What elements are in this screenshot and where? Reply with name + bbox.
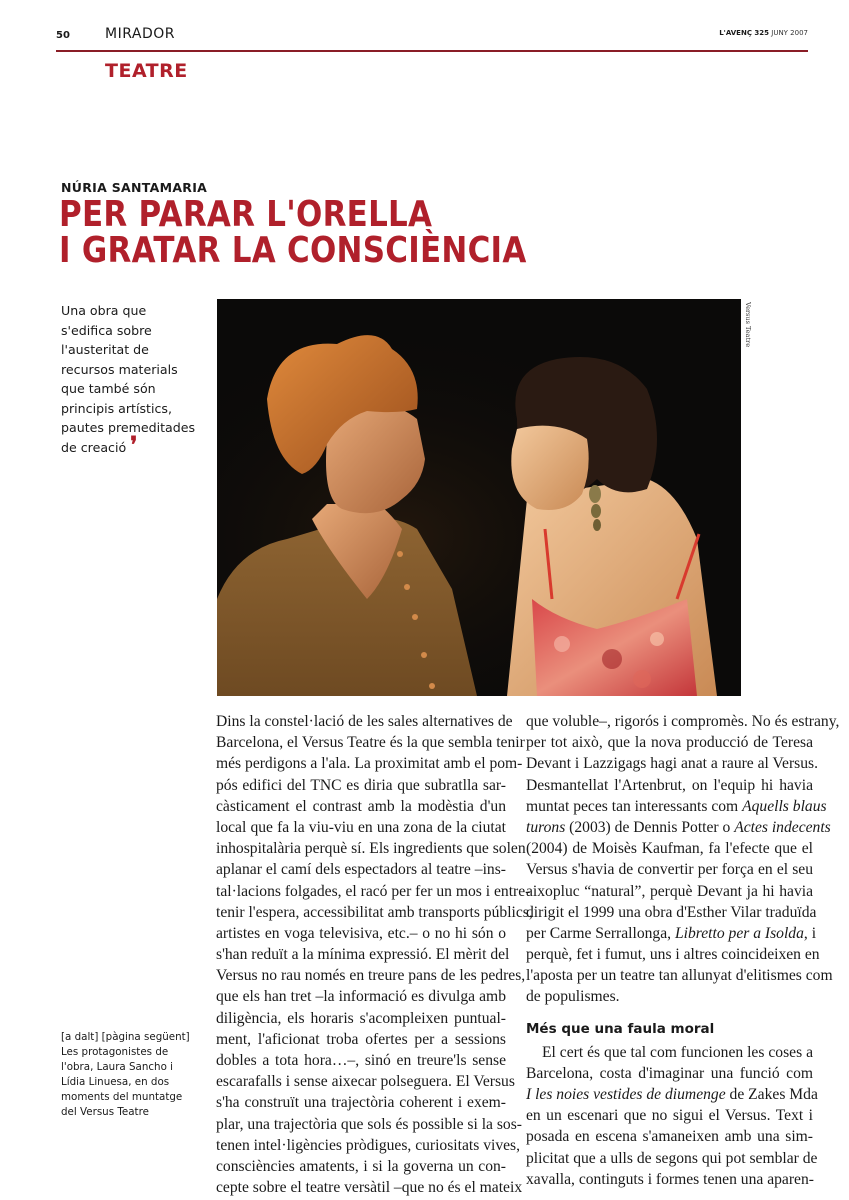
text-line: xavalla, continguts i formes tenen una aparen- (526, 1170, 814, 1188)
caption-line: Lídia Linuesa, en dos (61, 1076, 170, 1088)
work-title: Aquells blaus (742, 797, 827, 815)
text-line: dobles a tota hora…–, sinó en treure'ls sense (216, 1052, 506, 1069)
text-line: que voluble–, rigorós i compromès. No és estrany, (526, 713, 840, 730)
text-line: (2004) de Moisès Kaufman, fa l'efecte que el (526, 840, 813, 858)
photo-illustration (217, 299, 741, 696)
photo-caption (61, 1030, 211, 1120)
pullquote-line: recursos materials (61, 361, 178, 377)
text-line: ment, l'aficionat troba ofertes per a sessions (216, 1030, 506, 1048)
text-line: per Carme Serrallonga, Libretto per a Isolda, i (526, 924, 817, 942)
text-line: Barcelona, costa d'imaginar una funció com (526, 1064, 813, 1082)
text-line: consciències amatents, i si la governa un con- (216, 1157, 506, 1175)
work-title: Libretto per a Isolda (674, 924, 804, 942)
headline (59, 194, 541, 271)
running-header (56, 26, 808, 50)
work-title: turons (526, 818, 566, 836)
page-number: 50 (56, 30, 70, 41)
work-title: I les noies vestides de diumenge (526, 1086, 726, 1103)
article-photo (217, 299, 741, 696)
text-line: per tot això, que la nova producció de Teresa (526, 734, 813, 752)
text-line: Barcelona, el Versus Teatre és la que sembla tenir (216, 734, 525, 752)
text-line: de populismes. (526, 988, 620, 1006)
pullquote-line: pautes premeditades (61, 420, 196, 435)
pullquote-line: de creació ❜ (61, 431, 138, 458)
pullquote-line: Una obra que (61, 303, 147, 318)
body-column-2 (526, 711, 840, 1190)
caption-line: del Versus Teatre (61, 1106, 149, 1118)
quote-mark-icon: ❜ (130, 431, 138, 458)
text-line: s'han reduït a la mínima expressió. El mèrit del (216, 946, 510, 964)
text-line: diligència, els horaris s'acompleixen puntual- (216, 1009, 506, 1027)
text-line: Versus no rau només en treure pans de les pedres, (216, 967, 526, 985)
work-title: Actes indecents (734, 818, 831, 836)
text-line: cepte sobre el teatre versàtil –que no és el mateix (216, 1179, 523, 1197)
headline-line: I GRATAR LA CONSCIÈNCIA (59, 230, 527, 271)
pullquote-line: l'austeritat de (61, 342, 149, 357)
text-line: tal·lacions folgades, el racó per fer un mos i entre- (216, 882, 531, 900)
text-line: escarafalls i sense aixecar polseguera. El Versus (216, 1073, 515, 1091)
text-line: s'ha construït una trajectòria coherent i exem- (216, 1094, 506, 1112)
issue-title: L'AVENÇ 325 (719, 29, 770, 37)
pullquote-line: principis artístics, (61, 400, 172, 416)
body-column-2-part-1 (526, 711, 840, 1008)
text-line: artistes en voga televisiva, etc.– o no hi són o (216, 924, 506, 942)
header-rule (56, 50, 808, 52)
text-line: Versus s'havia de convertir per força en el seu (526, 861, 813, 879)
text-line: local que fa la viu-viu en una zona de la ciutat (216, 818, 506, 836)
text-line: més perdigons a l'ala. La proximitat amb el pom- (216, 755, 523, 773)
body-column-1 (216, 711, 533, 1198)
pullquote-line: s'edifica sobre (61, 322, 152, 338)
text-line: El cert és que tal com funcionen les coses a (542, 1043, 813, 1061)
section-name: MIRADOR (105, 26, 175, 42)
text-line: en un escenari que no sigui el Versus. Text i (526, 1107, 813, 1125)
text-line: muntat peces tan interessants com Aquells blaus (526, 797, 827, 815)
text-line: l'aposta per un teatre tan allunyat d'elitismes com (526, 967, 833, 985)
text-line: tenen intel·ligències pròdigues, curiositats vives, (216, 1136, 521, 1154)
text-line: inhospitalària perquè sí. Els ingredients que solen (216, 840, 526, 858)
author-byline: NÚRIA SANTAMARIA (61, 180, 208, 195)
text-line: I les noies vestides de diumenge de Zakes Mda (526, 1086, 818, 1103)
issue-date: JUNY 2007 (771, 29, 808, 37)
caption-line: moments del muntatge (61, 1091, 183, 1103)
text-line: dirigit el 1999 una obra d'Esther Vilar traduïda (526, 903, 817, 921)
text-line: turons (2003) de Dennis Potter o Actes indecents (526, 818, 831, 836)
text-line: Desmantellat l'Artenbrut, on l'equip hi havia (526, 776, 813, 794)
subheading: Més que una faula moral (526, 1020, 715, 1037)
text-line: perquè, fet i fumut, uns i altres coincideixen en (526, 946, 820, 964)
pullquote (61, 301, 211, 457)
text-line: Devant i Lazzigags hagi anat a raure al Versus. (526, 755, 818, 773)
text-line: plicitat que a ulls de segons qui pot semblar de (526, 1149, 818, 1167)
text-line: plar, una trajectòria que sols és possible si la sos- (216, 1115, 522, 1133)
pullquote-line: que també són (61, 381, 156, 396)
text-line: aixopluc “natural”, perquè Devant ja hi havia (526, 882, 813, 900)
text-line: pós edifici del TNC es diria que subratlla sar- (216, 776, 506, 794)
subsection-name: TEATRE (105, 60, 188, 82)
text-line: tenir l'espera, accessibilitat amb transports públics, (216, 903, 533, 921)
photo-credit: Versus Teatre (744, 302, 752, 348)
caption-line: Les protagonistes de (61, 1046, 169, 1058)
body-column-2-part-2 (526, 1042, 818, 1190)
caption-line: [a dalt] [pàgina següent] (61, 1031, 190, 1043)
text-line: aplanar el camí dels espectadors al teatre –ins- (216, 861, 506, 879)
issue-info (719, 29, 808, 37)
caption-line: l'obra, Laura Sancho i (61, 1061, 173, 1073)
text-line: posada en escena s'amaneixen amb una sim- (526, 1128, 813, 1146)
text-line: Dins la constel·lació de les sales alternatives de (216, 713, 513, 730)
headline-line: PER PARAR L'ORELLA (59, 194, 433, 235)
text-line: càsticament el contrast amb la modèstia d'un (216, 797, 506, 815)
text-line: que els han tret –la informació es divulga amb (216, 988, 506, 1006)
